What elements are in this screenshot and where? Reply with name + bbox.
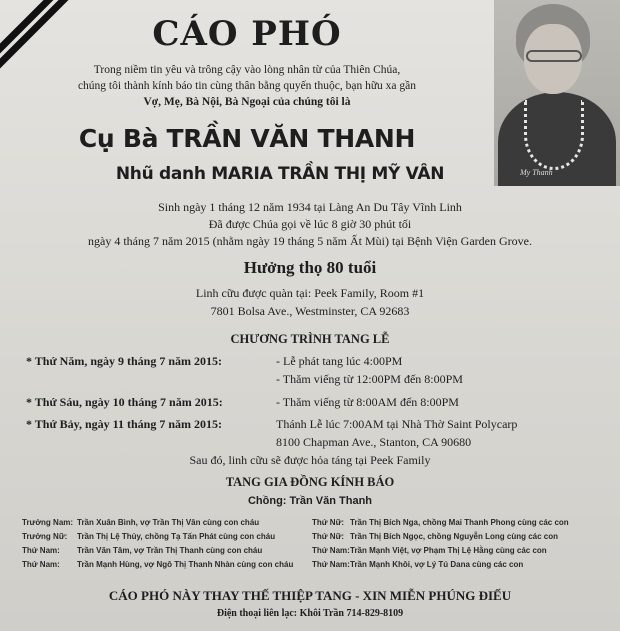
viewing-location: Linh cữu được quàn tại: Peek Family, Room #1	[195, 286, 425, 300]
intro-line: Trong niềm tin yêu và trông cậy vào lòng nhân từ của Thiên Chúa,	[93, 64, 401, 76]
page-title: CÁO PHÓ	[152, 14, 342, 54]
viewing-address: 7801 Bolsa Ave., Westminster, CA 92683	[210, 304, 410, 318]
schedule-event: Thánh Lễ lúc 7:00AM tại Nhà Thờ Saint Polycarp	[276, 417, 518, 431]
family-role: Thứ Nữ:	[312, 532, 345, 541]
family-role: Trưởng Nữ:	[22, 532, 68, 541]
photo-signature: My Thanh	[520, 168, 553, 177]
portrait-photo	[494, 0, 620, 186]
schedule-day: * Thứ Sáu, ngày 10 tháng 7 năm 2015:	[26, 395, 223, 409]
deceased-name: Cụ Bà TRẦN VĂN THANH	[78, 124, 416, 153]
family-role: Thứ Nam:	[22, 546, 60, 555]
intro-line: chúng tôi thành kính báo tin cùng thân bằng quyến thuộc, bạn hữu xa gần	[77, 80, 417, 92]
age-line: Hưởng thọ 80 tuổi	[243, 258, 377, 277]
death-line: Đã được Chúa gọi về lúc 8 giờ 30 phút tối	[208, 217, 412, 231]
family-member: Trần Mạnh Khôi, vợ Lý Tú Dana cùng các con	[350, 560, 524, 569]
family-role: Thứ Nam:	[22, 560, 60, 569]
schedule-event: - Lễ phát tang lúc 4:00PM	[276, 354, 403, 368]
family-member: Trần Văn Tâm, vợ Trần Thị Thanh cùng con cháu	[77, 546, 263, 555]
footer-notice: CÁO PHÓ NÀY THAY THẾ THIỆP TANG - XIN MIỄN PHÚNG ĐIẾU	[108, 588, 512, 603]
family-member: Trần Mạnh Việt, vợ Phạm Thị Lệ Hằng cùng các con	[350, 546, 547, 555]
schedule-day: * Thứ Năm, ngày 9 tháng 7 năm 2015:	[26, 354, 223, 368]
family-role: Thứ Nữ:	[312, 518, 345, 527]
schedule-day: * Thứ Bảy, ngày 11 tháng 7 năm 2015:	[26, 417, 223, 431]
family-member: Trần Thị Bích Ngọc, chồng Nguyễn Long cùng các con	[350, 532, 559, 541]
schedule-event: - Thăm viếng từ 12:00PM đến 8:00PM	[276, 372, 463, 386]
family-role: Thứ Nam:	[312, 546, 350, 555]
intro-line: Vợ, Mẹ, Bà Nội, Bà Ngoại của chúng tôi là	[143, 96, 351, 108]
family-role: Trưởng Nam:	[22, 518, 74, 527]
family-member: Trần Xuân Bình, vợ Trần Thị Vân cùng con cháu	[77, 518, 260, 527]
family-member: Trần Thị Bích Nga, chồng Mai Thanh Phong cùng các con	[350, 518, 569, 527]
death-date-line: ngày 4 tháng 7 năm 2015 (nhằm ngày 19 tháng 5 năm Ất Mùi) tại Bệnh Viện Garden Grove.	[88, 234, 532, 248]
schedule-event: - Thăm viếng từ 8:00AM đến 8:00PM	[276, 395, 459, 409]
burial-line: Sau đó, linh cữu sẽ được hỏa táng tại Peek Family	[189, 453, 431, 467]
contact-phone: Điện thoại liên lạc: Khôi Trần 714-829-8109	[216, 608, 404, 619]
family-role: Thứ Nam:	[312, 560, 350, 569]
family-title: TANG GIA ĐỒNG KÍNH BÁO	[225, 475, 395, 489]
family-member: Trần Mạnh Hùng, vợ Ngô Thị Thanh Nhàn cùng con cháu	[77, 560, 294, 569]
program-title: CHƯƠNG TRÌNH TANG LỄ	[230, 332, 390, 346]
family-member: Trần Thị Lệ Thủy, chồng Tạ Tấn Phát cùng con cháu	[77, 532, 276, 541]
birth-line: Sinh ngày 1 tháng 12 năm 1934 tại Làng An Du Tây Vĩnh Linh	[158, 200, 462, 214]
husband-line: Chồng: Trần Văn Thanh	[247, 495, 373, 507]
religious-name: Nhũ danh MARIA TRẦN THỊ MỸ VÂN	[115, 164, 445, 184]
schedule-event: 8100 Chapman Ave., Stanton, CA 90680	[276, 435, 472, 449]
